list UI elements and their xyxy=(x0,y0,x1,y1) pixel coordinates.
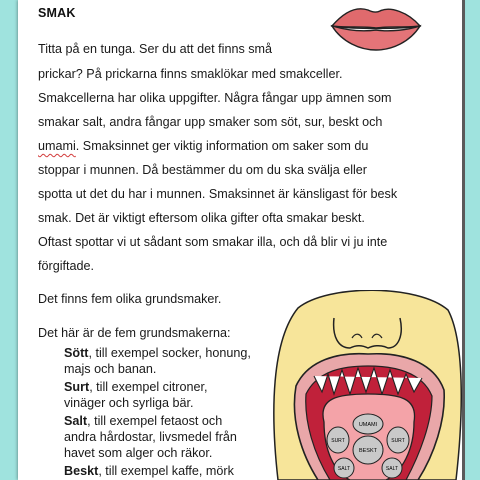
taste-name: Salt xyxy=(64,414,88,428)
taste-item-line: majs och banan. xyxy=(64,362,157,376)
taste-desc: , till exempel fetaost och xyxy=(87,414,223,428)
taste-name: Sött xyxy=(64,346,89,360)
tongue-label-lower-right: SALT xyxy=(385,466,399,472)
paragraph-line: förgiftade. xyxy=(38,259,95,273)
paragraph-line: spotta ut det du har i munnen. Smaksinnet är känsligast för besk xyxy=(38,187,398,201)
taste-name: Surt xyxy=(64,380,90,394)
open-mouth-illustration xyxy=(268,290,464,480)
taste-desc: , till exempel socker, honung, xyxy=(88,346,251,360)
taste-item-beskt xyxy=(64,464,234,478)
taste-item-line: vinäger och syrliga bär. xyxy=(64,396,194,410)
paragraph-line: prickar? På prickarna finns smaklökar med smakceller. xyxy=(38,67,343,81)
misspelled-word: umami xyxy=(38,139,76,153)
taste-name: Beskt xyxy=(64,464,99,478)
five-tastes-line: Det finns fem olika grundsmaker. xyxy=(38,292,222,306)
tongue-label-lower-left: SALT xyxy=(337,466,351,472)
tongue-label-top: UMAMI xyxy=(358,422,378,428)
page-title: SMAK xyxy=(38,6,76,20)
paragraph-line: stoppar i munnen. Då bestämmer du om du ska svälja eller xyxy=(38,163,367,177)
taste-item-sott xyxy=(64,346,251,360)
taste-item-surt xyxy=(64,380,207,394)
paragraph-line: smakar salt, andra fångar upp smaker som söt, sur, beskt och xyxy=(38,115,383,129)
paragraph-line: Oftast spottar vi ut sådant som smakar illa, och då blir vi ju inte xyxy=(38,235,388,249)
paragraph-line: smak. Det är viktigt eftersom olika gifter ofta smakar beskt. xyxy=(38,211,365,225)
list-intro: Det här är de fem grundsmakerna: xyxy=(38,326,231,340)
paragraph-line: Smakcellerna har olika uppgifter. Några fångar upp ämnen som xyxy=(38,91,392,105)
taste-desc: , till exempel kaffe, mörk xyxy=(98,464,234,478)
taste-item-line: andra hårdostar, livsmedel från xyxy=(64,430,237,444)
taste-desc: , till exempel citroner, xyxy=(89,380,208,394)
paragraph-line: Titta på en tunga. Ser du att det finns små xyxy=(38,42,273,56)
tongue-label-left: SURT xyxy=(331,438,345,444)
paragraph-line xyxy=(38,139,368,153)
taste-item-line: havet som alger och räkor. xyxy=(64,446,213,460)
taste-item-salt xyxy=(64,414,222,428)
lips-illustration xyxy=(330,2,422,54)
paragraph-line-rest: . Smaksinnet ger viktig information om saker som du xyxy=(75,139,369,153)
tongue-label-right: SURT xyxy=(391,438,405,444)
tongue-label-center: BESKT xyxy=(358,448,378,454)
